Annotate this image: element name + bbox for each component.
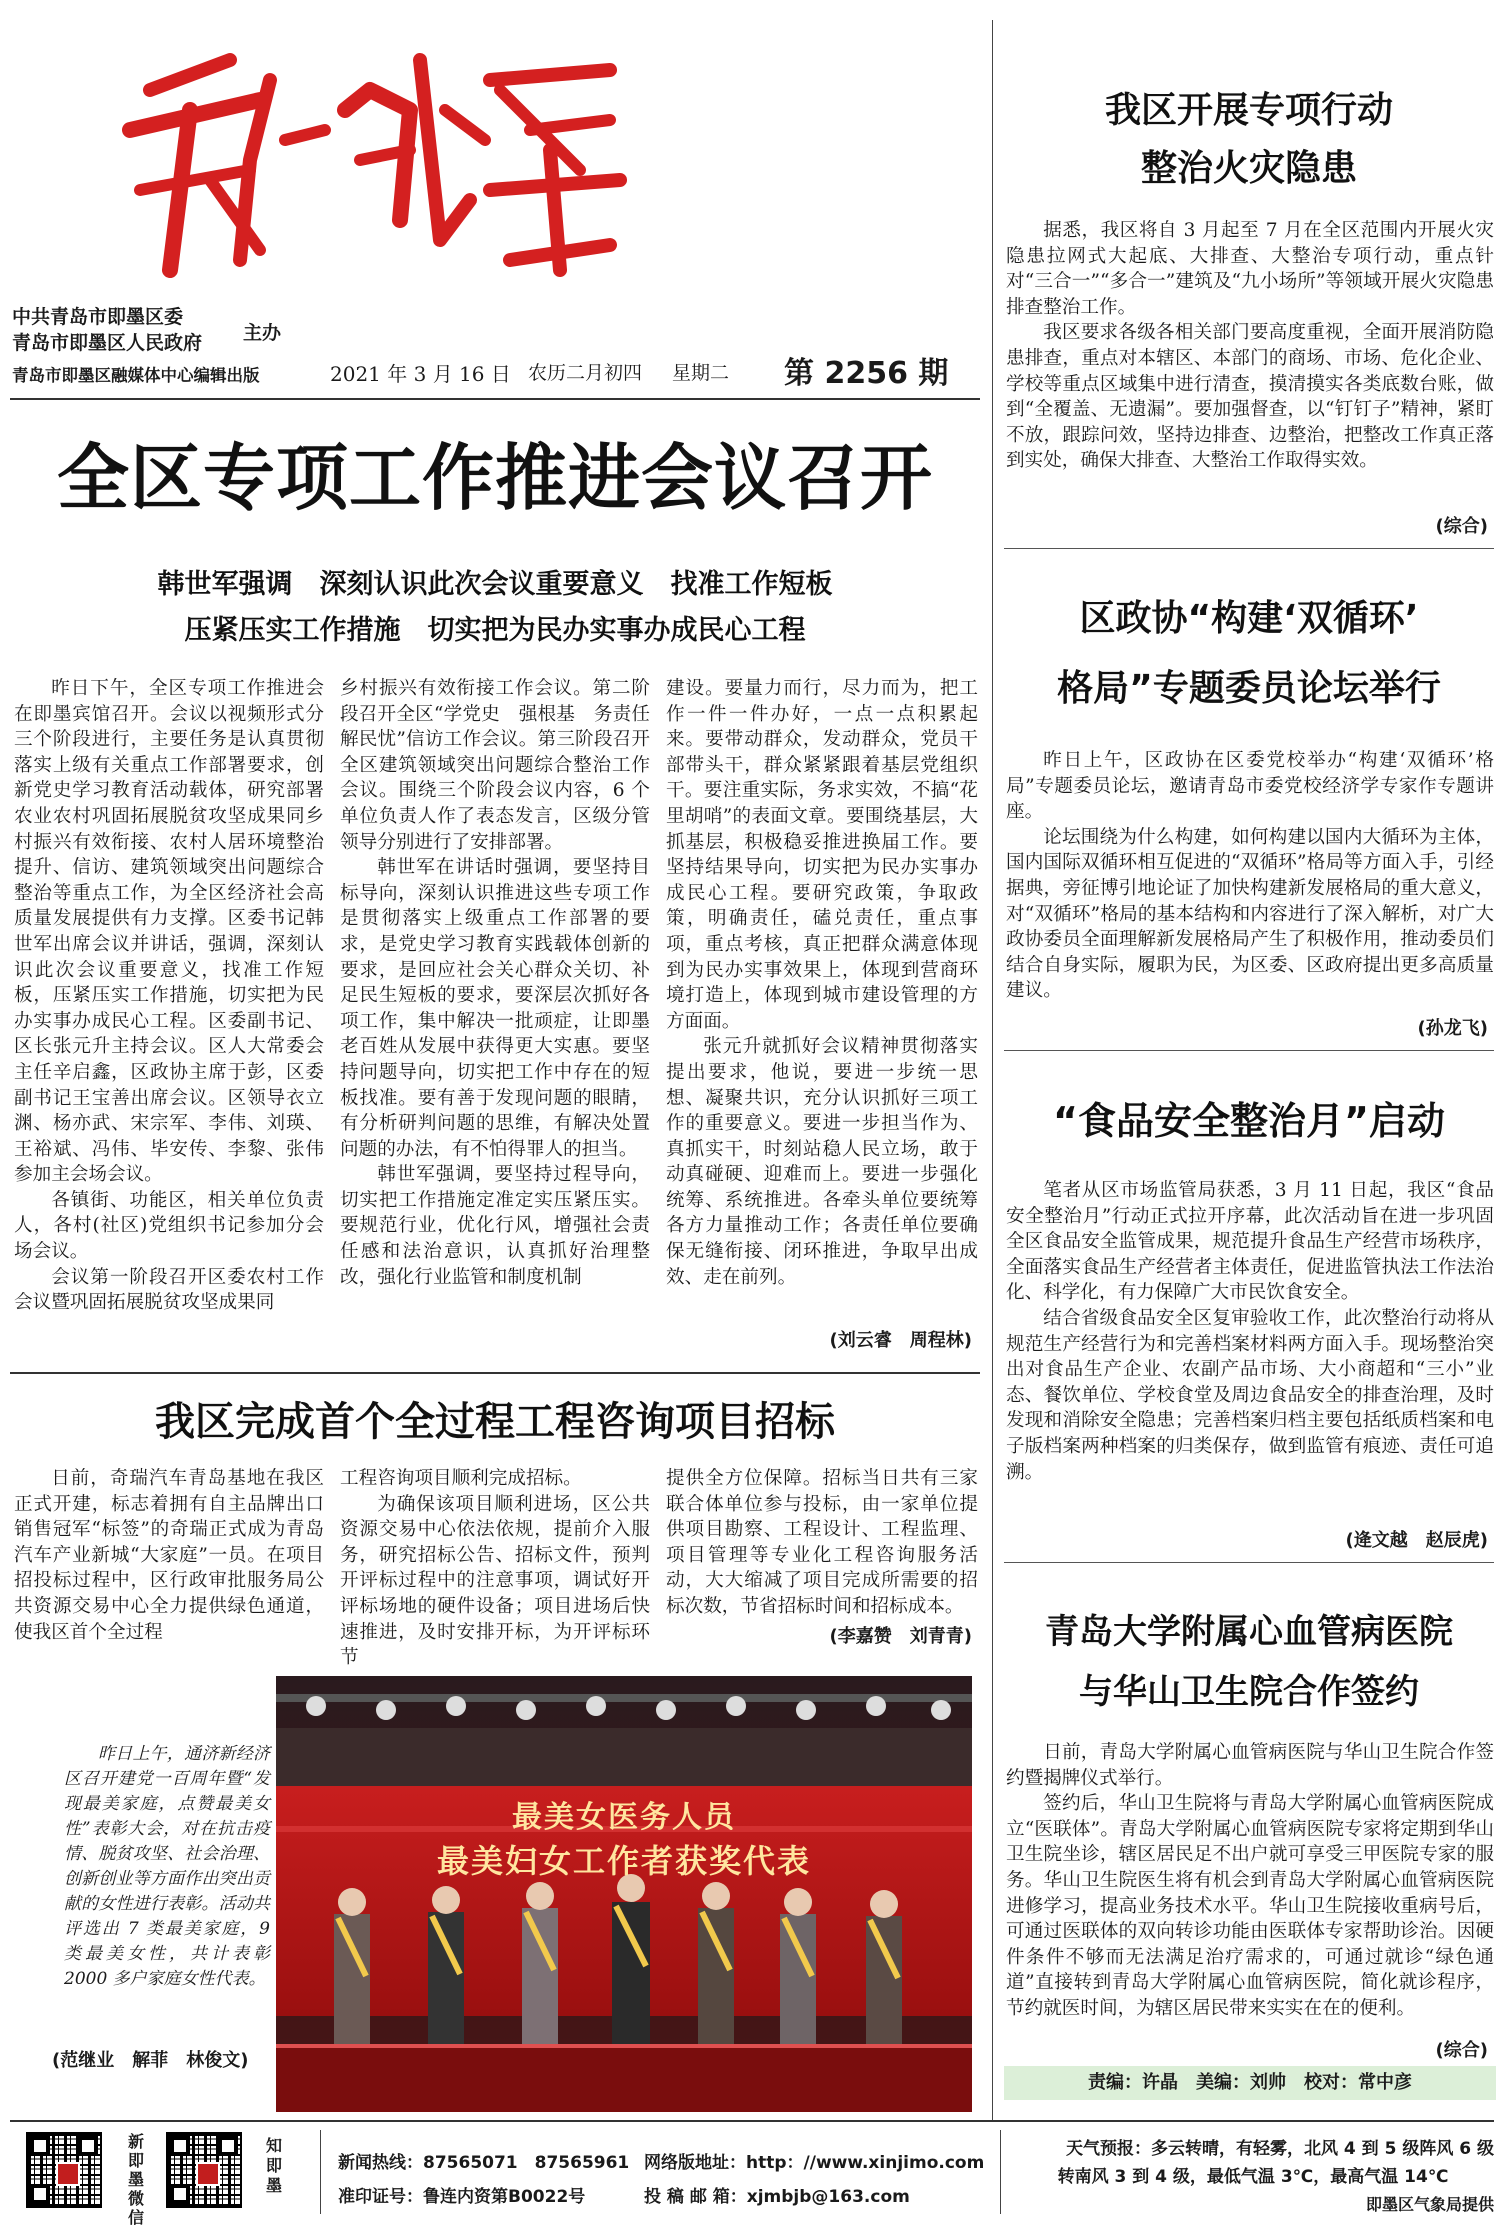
food-article [1006,1178,1494,1524]
photo-banner-line1: 最美女医务人员 [512,1800,736,1835]
news-hotline: 新闻热线：87565071 87565961 [338,2153,630,2173]
weather-line1: 天气预报：多云转晴，有轻雾，北风 4 到 5 级阵风 6 级 [1066,2139,1494,2159]
section-rule [10,1372,980,1374]
qr-eye [170,2184,190,2204]
publisher: 青岛市即墨区融媒体中心编辑出版 [12,366,260,385]
cppcc-headline-2: 格局”专题委员论坛举行 [1057,668,1441,709]
fire-article [1006,218,1494,508]
hospital-headline-2: 与华山卫生院合作签约 [1079,1672,1419,1712]
right-rule [1004,1562,1494,1563]
sponsor-line1: 中共青岛市即墨区委 [12,306,184,328]
qr-eye [78,2136,98,2156]
cppcc-headline-1: 区政协“构建‘双循环’ [1079,598,1419,639]
food-byline: (逄文越 赵辰虎) [1345,1530,1488,1551]
qr-logo [196,2162,220,2186]
fire-byline: (综合) [1435,516,1488,537]
qr-code-wechat [26,2132,102,2208]
qr-eye [30,2184,50,2204]
fire-headline-2: 整治火灾隐患 [1140,148,1357,189]
lead-headline: 全区专项工作推进会议召开 [56,436,933,520]
cppcc-paragraph: 昨日上午，区政协在区委党校举办“构建‘双循环’格局”专题委员论坛，邀请青岛市委党校经济学专家作专题讲座。 [1006,750,1494,823]
qr-eye [30,2136,50,2156]
masthead-logo-art [110,20,630,290]
lead-paragraph: 各镇街、功能区，相关单位负责人，各村(社区)党组织书记参加分会场会议。 [14,1189,324,1263]
weather-line2: 转南风 3 到 4 级，最低气温 3℃，最高气温 14℃ [1057,2167,1449,2187]
project-byline: (李嘉赞 刘青青) [829,1626,972,1647]
lead-paragraph: 昨日下午，全区专项工作推进会在即墨宾馆召开。会议以视频形式分三个阶段进行，主要任务是认真贯彻落实上级有关重点工作部署要求，创新党史学习教育活动载体，研究部署农业农村巩固拓展脱贫攻坚成果同乡村振兴有效衔接、农村人居环境整治提升、信访、建筑领域突出问题综合整治等重点工作，为全区经济社会高质量发展提供有力支撑。区委书记韩世军出席会议并讲话，强调，深刻认识此次会议重要意义，找准工作短板，压紧压实工作措施，切实把为民办实事办成民心工程。区委副书记、区长张元升主持会议。区人大常委会主任辛启鑫，区政协主席于彭，区委副书记王宝善出席会议。区领导衣立渊、杨亦武、宋宗军、李伟、刘瑛、王裕斌、冯伟、毕安传、李黎、张伟参加主会场会议。 [14,678,324,1186]
submission-email: 投 稿 邮 箱：xjmbjb@163.com [644,2187,910,2207]
food-headline: “食品安全整治月”启动 [1053,1099,1445,1143]
hospital-article [1006,1740,1494,2046]
cppcc-article [1006,748,1494,1012]
masthead-rule [10,398,980,400]
lead-paragraph: 韩世军在讲话时强调，要坚持目标导向，深刻认识推进这些专项工作是贯彻落实上级重点工作部署的要求，是党史学习教育实践载体创新的要求，是回应社会关心群众关切、补足民生短板的要求，要深层次抓好各项工作，集中解决一批顽症，让即墨老百姓从发展中获得更大实惠。要坚持问题导向，切实把工作中存在的短板找准。要有善于发现问题的眼睛，有分析研判问题的思维，有解决处置问题的办法，有不怕得罪人的担当。 [340,857,650,1160]
project-paragraph: 提供全方位保障。招标当日共有三家联合体单位参与投标，由一家单位提供项目勘察、工程设计、工程监理、项目管理等专业化工程咨询服务活动，大大缩减了项目完成所需要的招标次数，节省招标时间和招标成本。 [666,1468,978,1617]
photo-caption-byline: (范继业 解菲 林俊文) [52,2050,249,2071]
photo-caption [64,1742,270,2042]
hospital-headline-1: 青岛大学附属心血管病医院 [1045,1612,1453,1652]
qr1-label: 新即墨微信 [128,2132,145,2227]
qr-code-zhijimo [166,2132,242,2208]
lead-paragraph: 乡村振兴有效衔接工作会议。第二阶段召开全区“学党史 强根基 务责任 解民忧”信访工作会议。第三阶段召开全区建筑领域突出问题综合整治工作会议。围绕三个阶段会议内容，6 个单位负责人作了表态发言，区级分管领导分别进行了安排部署。 [340,678,669,853]
issue-date: 2021 年 3 月 16 日 [330,362,511,386]
sponsor-line2: 青岛市即墨区人民政府 [12,332,203,354]
award-ceremony-photo [276,1676,972,2112]
sponsor-suffix: 主办 [243,322,282,344]
lead-paragraph: 建设。要量力而行，尽力而为，把工作一件一件办好，一点一点积累起来。要带动群众，发动群众，党员干部带头干，群众紧紧跟着基层党组织干。要注重实际，务求实效，不搞“花里胡哨”的表面文章。要围绕基层，大抓基层，积极稳妥推进换届工作。要坚持结果导向，切实把为民办实事办成民心工程。要研究政策，争取政策，明确责任，磕兑责任，重点事项，重点考核，真正把群众满意体现到为民办实事效果上，体现到营商环境打造上，体现到城市建设管理的方方面面。 [666,678,978,1032]
right-rule [1004,1050,1494,1051]
weather-source: 即墨区气象局提供 [1365,2195,1494,2214]
food-paragraph: 结合省级食品安全区复审验收工作，此次整治行动将从规范生产经营行为和完善档案材料两方面入手。现场整治突出对食品生产企业、农副产品市场、大小商超和“三小”业态、餐饮单位、学校食堂及周边食品安全的排查治理，及时发现和消除安全隐患；完善档案归档主要包括纸质档案和电子版档案两种档案的归类保存，做到监管有痕迹、责任可追溯。 [1006,1307,1494,1483]
footer-rule [10,2120,1494,2122]
project-headline: 我区完成首个全过程工程咨询项目招标 [155,1399,835,1445]
hospital-paragraph: 签约后，华山卫生院将与青岛大学附属心血管病医院成立“医联体”。青岛大学附属心血管病医院专家将定期到华山卫生院坐诊，辖区居民足不出户就可享受三甲医院专家的服务。华山卫生院医生将有机会到青岛大学附属心血管病医院进修学习，提高业务技术水平。华山卫生院接收重病号后，可通过医联体的双向转诊功能由医联体专家帮助诊治。因硬件条件不够而无法满足治疗需求的，可通过就诊“绿色通道”直接转到青岛大学附属心血管病医院，简化就诊程序，节约就医时间，为辖区居民带来实实在在的便利。 [1006,1793,1494,2019]
lead-column-3 [666,676,978,1316]
qr-eye [218,2136,238,2156]
lunar-date: 农历二月初四 [528,362,643,384]
weekday: 星期二 [672,362,730,384]
project-column-1 [14,1466,324,1648]
print-license: 准印证号：鲁连内资第B0022号 [338,2187,586,2207]
lead-paragraph: 会议第一阶段召开区委农村工作会议暨巩固拓展脱贫攻坚成果同 [14,1266,324,1314]
footer-divider [1000,2130,1001,2214]
photo-banner-line2: 最美妇女工作者获奖代表 [436,1842,811,1880]
food-paragraph: 笔者从区市场监管局获悉，3 月 11 日起，我区“食品安全整治月”行动正式拉开序幕，此次活动旨在进一步巩固全区食品安全监管成果，规范提升食品生产经营市场秩序，全面落实食品生产经营者主体责任，促进监管执法工作法治化、科学化，有力保障广大市民饮食安全。 [1006,1180,1494,1304]
lead-column-2 [340,676,669,1354]
lead-paragraph: 张元升就抓好会议精神贯彻落实提出要求，他说，要进一步统一思想、凝聚共识，充分认识抓好三项工作的重要意义。要进一步担当作为、真抓实干，时刻站稳人民立场，敢于动真碰硬、迎难而上。要进一步强化统筹、系统推进。各牵头单位要统筹各方力量推动工作；各责任单位要确保无缝衔接、闭环推进，争取早出成效、走在前列。 [666,1036,978,1288]
page-divider [992,20,993,2120]
qr-logo [56,2162,80,2186]
lead-subheadline-2: 压紧压实工作措施 切实把为民办实事办成民心工程 [184,615,806,646]
qr-eye [170,2136,190,2156]
lead-column-1 [14,676,324,1354]
website-address: 网络版地址：http：//www.xinjimo.com [644,2153,985,2173]
project-paragraph: 工程咨询项目顺利完成招标。 [340,1468,582,1489]
hospital-byline: (综合) [1435,2040,1488,2061]
fire-paragraph: 我区要求各级各相关部门要高度重视，全面开展消防隐患排查，重点对本辖区、本部门的商场、市场、危化企业、学校等重点区域集中进行清查，摸清摸实各类底数台账，做到“全覆盖、无遗漏”。要加强督查，以“钉钉子”精神，紧盯不放，跟踪问效，坚持边排查、边整治，把整改工作真正落到实处，确保大排查、大整治工作取得实效。 [1006,322,1494,472]
issue-number: 第 2256 期 [784,356,949,391]
photo-caption-text: 昨日上午，通济新经济区召开建党一百周年暨“发现最美家庭，点赞最美女性”表彰大会，对在抗击疫情、脱贫攻坚、社会治理、创新创业等方面作出突出贡献的女性进行表彰。活动共评选出 7 类最美家庭，9 类最美女性，共计表彰 2000 多户家庭女性代表。 [64,1744,270,1989]
masthead-logo [110,20,630,290]
hospital-paragraph: 日前，青岛大学附属心血管病医院与华山卫生院合作签约暨揭牌仪式举行。 [1006,1742,1494,1789]
footer-divider [320,2130,321,2214]
fire-headline-1: 我区开展专项行动 [1104,90,1393,131]
project-column-3 [666,1466,978,1622]
right-rule [1004,548,1494,549]
editors-bar [1004,2066,1496,2100]
project-paragraph: 日前，奇瑞汽车青岛基地在我区正式开建，标志着拥有自主品牌出口销售冠军“标签”的奇瑞正式成为青岛汽车产业新城“大家庭”一员。在项目招投标过程中，区行政审批服务局公共资源交易中心全力提供绿色通道，使我区首个全过程 [14,1468,324,1643]
cppcc-byline: (孙龙飞) [1417,1018,1488,1039]
project-paragraph: 为确保该项目顺利进场，区公共资源交易中心依法依规，提前介入服务，研究招标公告、招标文件，预判开评标过程中的注意事项，调试好开评标场地的硬件设备；项目进场后快速推进，及时安排开标，为开评标环节 [340,1493,650,1669]
lead-paragraph: 韩世军强调，要坚持过程导向，切实把工作措施定准定实压紧压实。要规范行业，优化行风，增强社会责任感和法治意识，认真抓好治理整改，强化行业监管和制度机制 [340,1164,650,1288]
lead-subheadline-1: 韩世军强调 深刻认识此次会议重要意义 找准工作短板 [157,569,833,600]
fire-paragraph: 据悉，我区将自 3 月起至 7 月在全区范围内开展火灾隐患拉网式大起底、大排查、大整治专项行动，重点针对“三合一”“多合一”建筑及“九小场所”等领域开展火灾隐患排查整治工作。 [1006,220,1494,318]
project-column-2 [340,1466,650,1669]
qr2-label: 知即墨 [266,2136,283,2195]
lead-byline: (刘云睿 周程林) [829,1330,972,1351]
news-photo [276,1676,972,2112]
editors-credit: 责编：许晶 美编：刘帅 校对：常中彦 [1088,2072,1412,2093]
cppcc-paragraph: 论坛围绕为什么构建，如何构建以国内大循环为主体，国内国际双循环相互促进的“双循环”格局等方面入手，引经据典，旁征博引地论证了加快构建新发展格局的重大意义，对“双循环”格局的基本结构和内容进行了深入解析，对广大政协委员全面理解新发展格局产生了积极作用，推动委员们结合自身实际，履职为民，为区委、区政府提出更多高质量建议。 [1006,826,1494,1002]
